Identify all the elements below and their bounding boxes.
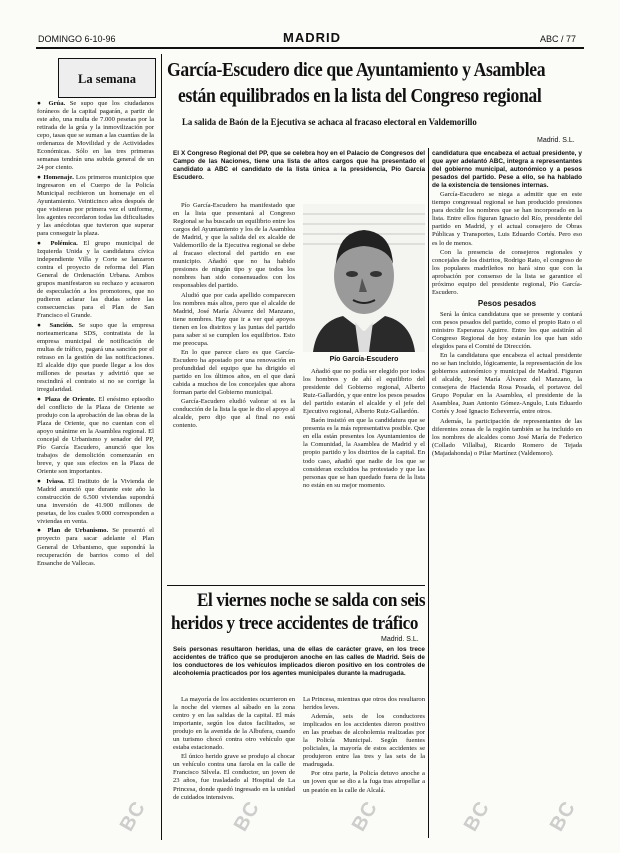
page-number: ABC / 77 [540,34,577,44]
article1-column-1: Pío García-Escudero ha manifestado que en la lista que presentará al Congreso Regional se ha buscado un equilibrio entre los cargos del Ayuntamiento y los de la Asamblea de Madrid, y que la salida del ex alcalde de Valdemorillo de la Ejecutiva regional se debe al fracaso electoral del partido en ese municipio. Añadió que no ha habido presiones de ningún tipo y que todos los nombres han sido consensuados con los responsables del partido. Aludió que por cada apellido comparecen los nombres más altos, pero que el alcalde de Madrid, José María Álvarez del Manzano, tiene nombres. Hay que ir a ver qué apoyos tienen en los distritos y las juntas del partido para saber si se cumplen los equilibrios. Esto me preocupa. En lo que parece claro es que García-Escudero ha apostado por una renovación en profundidad del equipo que ha dirigido el partido en los últimos años, en el que dará cabida a muchos de los concejales que ahora forman parte del Gobierno municipal. García-Escudero eludió valorar si es la conducción de la lista la que le dio el apoyo al alcalde, pero dijo que al final no está contento. [173,202,295,430]
list-item: ● Plan de Urbanismo. Se presentó el proyecto para sacar adelante el Plan General de Urbanismo, que supondrá la recuperación de barrios como el del Ensanche de Vallecas. [37,527,154,567]
article2-top-rule [167,585,425,586]
article2-headline-line2: heridos y trece accidentes de tráfico [171,613,419,634]
watermark-stamp: BC [115,797,151,836]
page-date: DOMINGO 6-10-96 [38,34,116,44]
watermark-stamp: BC [229,797,265,836]
list-item: ● Plaza de Oriente. El enésimo episodio del conflicto de la Plaza de Oriente se produjo con la aprobación de las obras de la Plaza de Oriente, que no cuentan con el apoyo unánime en la Asamblea regional. El concejal de Urbanismo y senador del PP, Pío García Escudero, anunció que los trabajos de demolición comenzarán en breve, y que sus efectos en la Plaza de Oriente son importantes. [37,395,154,476]
subheading: Pesos pesados [477,298,537,308]
list-item: ● Sanción. Se supo que la empresa norteamericana SDS, contratista de la empresa municipal de notificación de multas de tráfico, pagará una sanción por el retraso en la gestión de las notificaciones. El alcalde dijo que puede llegar a los dos millones de pesetas y advirtió que se rescindirá el contrato si no se corrige la irregularidad. [37,321,154,394]
article2-lead: Seis personas resultaron heridas, una de ellas de carácter grave, en los trece accidentes de tráfico que se produjeron anoche en las calles de Madrid. Seis de los conductores de los vehículos implicados dieron positivo en los controles de alcoholemia practicados por los agentes municipales durante la madrugada. [173,646,425,678]
article2-column-1: La mayoría de los accidentes ocurrieron en la noche del viernes al sábado en la zona centro y en las salidas de la capital. El más importante, según los datos facilitados, se produjo en la avenida de la Albufera, cuando un turismo chocó contra otro vehículo que estaba estacionado. El único herido grave se produjo al chocar un vehículo contra una farola en la calle de Francisco Silvela. El conductor, un joven de 23 años, fue trasladado al Hospital de La Princesa, donde quedó ingresado en la unidad de cuidados intensivos. [173,696,295,801]
article2-byline: Madrid. S.L. [381,636,419,643]
section-title: MADRID [283,30,341,45]
portrait-photo [303,204,425,352]
article1-column-2: Añadió que no podía ser elegido por todos los hombres y de ahí el equilibrio del presidente del Gobierno regional, Alberto Ruiz-Gallardón, y que entre los pesos pesados del partido estarán el alcalde y el jefe del Ejecutivo regional, Alberto Ruiz-Gallardón. Baón insistió en que la candidatura que se presenta es la más representativa posible. Que en ella están presentes los Ayuntamientos de la Comunidad, la Asamblea de Madrid y el propio partido y los distritos de la capital. En todo caso, añadió que nadie de los que se consideran excluidos ha protestado y que las personas que se han quedado fuera de la lista no están en su mejor momento. [303,368,425,489]
article2-headline-line1: El viernes noche se salda con seis [197,590,426,611]
column-divider [428,148,429,838]
list-item: ● Polémica. El grupo municipal de Izquierda Unida y la candidatura cívica independiente Villa y Corte se lanzaron contra el proyecto de reforma del Plan General de Ordenación Urbana. Ambos grupos manifestaron su rechazo y acusaron de especulación a los promotores, que no pudieron aclarar las dudas sobre las consecuencias para el Plan de San Francisco el Grande. [37,239,154,320]
list-item: ● Homenaje. Los primeros municipios que ingresaron en el Cuerpo de la Policía Municipal recibieron un homenaje en el Ayuntamiento. Veinticinco años después de que vistieran por primera vez el uniforme, los agentes recordaron todas las dificultades y las anécdotas que tuvieron que superar para conseguir la plaza. [37,173,154,238]
article2-column-2: La Princesa, mientras que otros dos resultaron heridos leves. Además, seis de los conductores implicados en los accidentes dieron positivo en las pruebas de alcoholemia realizadas por la Policía Municipal. Según fuentes policiales, la mayoría de estos accidentes se produjeron entre las tres y las seis de la madrugada. Por otra parte, la Policía detuvo anoche a un joven que se dio a la fuga tras atropellar a un peatón en la calle de Alcalá. [303,696,425,794]
watermark-stamp: BC [545,797,581,836]
photo-caption: Pío García-Escudero [329,356,399,363]
list-item: ● Grúa. Se supo que los ciudadanos foráneos de la capital pagarán, a partir de este año, una multa de 7.000 pesetas por la retirada de la grúa y la inmovilización por cepo, tasas que se suman a las cuantías de la ordenanza de Movilidad y de Actividades Económicas. Sólo en las tres primeras semanas tendrán una subida general de un 24 por ciento. [37,100,154,172]
sidebar-column [37,100,154,838]
list-item: ● Iviasa. El Instituto de la Vivienda de Madrid anunció que durante este año la construcción de 6.500 viviendas supondrá una inversión de 41.900 millones de pesetas, de los cuales 9.000 corresponden a viviendas en venta. [37,477,154,525]
watermark-stamp: BC [347,797,383,836]
article1-headline-line1: García-Escudero dice que Ayuntamiento y Asamblea [167,60,546,81]
header-rule [36,47,584,49]
article1-headline-line2: están equilibrados en la lista del Congreso regional [178,86,542,107]
article1-column-3: candidatura que encabeza el actual presidente, y que ayer adelantó ABC, integra a representantes del gobierno municipal, autonómico y a pesos pesados del partido. Pese a ello, se ha hablado de la existencia de tensiones internas. García-Escudero se niega a admitir que en este tiempo congresual regional se han producido presiones para decidir los nombres que se han incorporado en la lista. Entre ellos figuran Ignacio del Río, presidente del partido en Madrid, y el actual consejero de Obras Públicas y Transportes, Luis Eduardo Cortés. Pero eso es lo de menos. Con la presencia de consejeros regionales y concejales de los distritos, Rodrigo Rato, el congreso de los populares madrileños no hará sino que con la aprobación por consenso de la lista se garantice el próximo equipo del presidente regional, Pío García-Escudero. Pesos pesados Será la única candidatura que se presente y contará con pesos pesados del partido, como el propio Rato o el ministro Esperanza Aguirre. Entre los que asistirán al Congreso Regional de hoy estarán los que han sido elegidos para el Comité de Dirección. En la candidatura que encabeza el actual presidente no se han incluido, lógicamente, la representación de los gobiernos autonómico y municipal de Madrid. Figuran el alcalde, José María Álvarez del Manzano, la consejera de Hacienda Rosa Posada, el portavoz del Grupo Popular en la Asamblea, el presidente de la Asamblea, Juan Antonio Gómez-Angulo, Luis Eduardo Cortés y José Ignacio Echeverría, entre otros. Además, la participación de representantes de las diferentes zonas de la región también se ha incluido en los nombres de alcaldes como José María de Federico (Collado Villalba), Ricardo Romero de Tejada (Majadahonda) o Pilar Martínez (Valdemoro). [432,150,582,457]
article1-subtitle: La salida de Baón de la Ejecutiva se achaca al fracaso electoral en Valdemorillo [182,118,477,128]
article1-byline: Madrid. S.L. [537,137,575,144]
sidebar-divider [161,54,162,840]
article1-lead: El X Congreso Regional del PP, que se celebra hoy en el Palacio de Congresos del Campo de las Naciones, tiene una lista de altos cargos que ha presentado el candidato a ABC el candidato de la lista única a la presidencia, Pío García Escudero. [173,150,425,182]
photo [303,204,425,352]
sidebar-title: La semana [78,72,136,86]
watermark-stamp: BC [459,797,495,836]
